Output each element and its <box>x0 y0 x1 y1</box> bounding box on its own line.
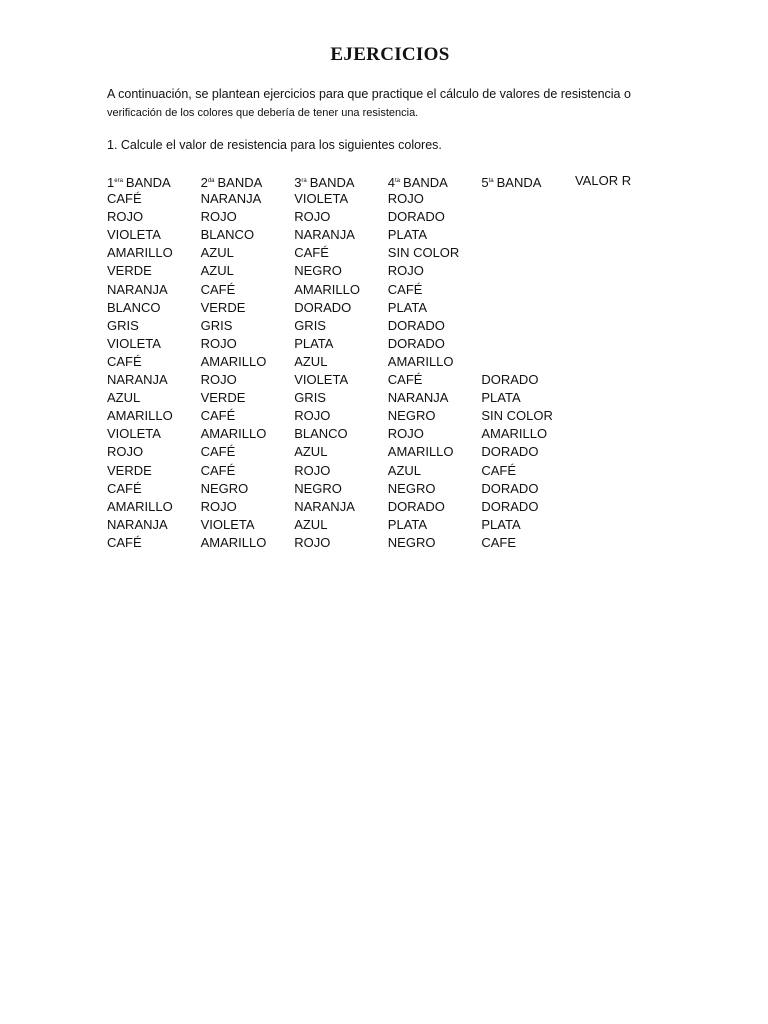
table-cell: NEGRO <box>294 263 342 279</box>
table-cell <box>481 190 575 208</box>
header-label: BANDA <box>125 175 171 190</box>
table-cell: DORADO <box>481 372 539 388</box>
table-cell: DORADO <box>481 498 539 514</box>
header-ordinal: era <box>114 178 123 184</box>
header-label: BANDA <box>309 175 355 190</box>
table-cell: DORADO <box>294 299 352 315</box>
table-cell: AZUL <box>294 353 328 369</box>
header-ordinal: da <box>207 178 215 184</box>
table-cell: GRIS <box>294 390 326 406</box>
table-cell: CAFÉ <box>387 372 423 388</box>
table-cell: CAFÉ <box>200 408 236 424</box>
table-cell: DORADO <box>387 317 445 333</box>
page-title: EJERCICIOS <box>330 44 450 65</box>
table-cell: DORADO <box>387 498 445 514</box>
table-row <box>107 317 669 335</box>
table-cell: AZUL <box>387 462 422 478</box>
table-cell: VERDE <box>107 263 152 279</box>
table-cell: AZUL <box>294 444 328 460</box>
table-cell: CAFÉ <box>294 245 329 261</box>
table-cell: AZUL <box>107 390 141 406</box>
table-row <box>107 498 669 516</box>
table-cell: NARANJA <box>107 281 168 297</box>
column-header <box>388 172 482 190</box>
table-cell: PLATA <box>387 299 428 315</box>
column-header <box>575 172 669 190</box>
header-ordinal: ta <box>488 178 494 184</box>
header-label: BANDA <box>217 175 263 190</box>
table-cell: NARANJA <box>107 516 168 532</box>
column-header <box>107 172 201 190</box>
table-row <box>107 407 669 425</box>
table-cell: ROJO <box>200 498 237 514</box>
table-cell: VIOLETA <box>200 516 255 532</box>
table-cell: NEGRO <box>387 408 436 424</box>
table-cell: CAFÉ <box>107 191 142 207</box>
table-cell: DORADO <box>387 209 445 225</box>
column-header <box>481 172 575 190</box>
table-cell <box>481 353 575 371</box>
header-number: 5 <box>481 175 489 190</box>
table-cell: AMARILLO <box>107 245 173 261</box>
table-row <box>107 262 669 280</box>
table-cell: PLATA <box>481 390 521 406</box>
table-cell: CAFE <box>481 534 517 550</box>
table-cell: AMARILLO <box>200 426 267 442</box>
column-header <box>294 172 388 190</box>
table-cell: SIN COLOR <box>481 408 553 424</box>
header-number: 4 <box>387 175 396 190</box>
table-cell: VERDE <box>200 390 246 406</box>
table-cell: NARANJA <box>107 372 168 388</box>
intro-line-1: A continuación, se plantean ejercicios para que practique el cálculo de valores de resistencia o <box>107 87 631 101</box>
table-cell: AMARILLO <box>200 534 267 550</box>
table-cell <box>481 335 575 353</box>
table-cell: NARANJA <box>294 498 355 514</box>
header-number: 1 <box>107 175 115 190</box>
table-cell: AZUL <box>200 245 234 261</box>
table-row <box>107 371 669 389</box>
table-cell: VIOLETA <box>107 227 161 243</box>
table-row <box>107 516 669 534</box>
table-cell: DORADO <box>481 444 539 460</box>
table-cell: VIOLETA <box>107 426 161 442</box>
table-cell: PLATA <box>294 335 334 351</box>
table-cell: CAFÉ <box>481 462 517 478</box>
table-cell: SIN COLOR <box>387 245 460 261</box>
table-cell: ROJO <box>294 209 331 225</box>
table-cell: NARANJA <box>294 227 355 243</box>
table-cell: CAFÉ <box>200 462 236 478</box>
table-cell <box>481 281 575 299</box>
resistor-bands-table <box>107 172 669 552</box>
table-cell: ROJO <box>107 209 144 225</box>
table-cell: DORADO <box>481 480 539 496</box>
table-row <box>107 443 669 461</box>
table-row <box>107 281 669 299</box>
table-cell <box>481 244 575 262</box>
table-cell: NEGRO <box>387 480 436 496</box>
question-text: 1. Calcule el valor de resistencia para los siguientes colores. <box>107 138 442 152</box>
header-ordinal: ta <box>395 178 401 184</box>
table-cell: VERDE <box>200 299 246 315</box>
table-cell: AMARILLO <box>387 353 454 369</box>
table-cell: ROJO <box>200 209 237 225</box>
table-cell: ROJO <box>200 372 237 388</box>
table-cell: ROJO <box>294 534 331 550</box>
table-cell: NEGRO <box>387 534 436 550</box>
table-cell: AMARILLO <box>294 281 360 297</box>
table-cell: NARANJA <box>200 191 262 207</box>
table-cell: VIOLETA <box>294 191 349 207</box>
table-cell: AZUL <box>294 516 328 532</box>
intro-paragraph <box>107 85 727 123</box>
table-cell: ROJO <box>294 462 331 478</box>
table-row <box>107 190 669 208</box>
table-cell: GRIS <box>294 317 326 333</box>
header-ordinal: ra <box>301 178 307 184</box>
column-header <box>201 172 295 190</box>
table-header-row <box>107 172 669 190</box>
header-label: BANDA <box>496 175 542 190</box>
header-label: VALOR R <box>574 173 632 188</box>
table-cell: AMARILLO <box>107 408 173 424</box>
table-row <box>107 534 669 552</box>
table-cell: PLATA <box>481 516 521 532</box>
table-cell: NEGRO <box>294 480 342 496</box>
table-row <box>107 335 669 353</box>
table-cell: ROJO <box>107 444 144 460</box>
table-cell <box>481 299 575 317</box>
table-cell: ROJO <box>387 191 424 207</box>
table-cell: AMARILLO <box>107 498 173 514</box>
table-cell: BLANCO <box>200 227 255 243</box>
table-row <box>107 480 669 498</box>
table-row <box>107 244 669 262</box>
table-cell <box>481 317 575 335</box>
intro-line-2: verificación de los colores que debería de tener una resistencia. <box>107 107 419 119</box>
table-row <box>107 425 669 443</box>
table-cell: CAFÉ <box>200 444 236 460</box>
table-cell: PLATA <box>387 227 428 243</box>
table-cell: BLANCO <box>107 299 161 315</box>
table-cell: CAFÉ <box>200 281 236 297</box>
table-cell: NEGRO <box>200 480 249 496</box>
table-cell: VIOLETA <box>107 335 161 351</box>
table-cell: NARANJA <box>387 390 449 406</box>
table-row <box>107 226 669 244</box>
table-cell: CAFÉ <box>107 534 142 550</box>
header-number: 3 <box>294 175 302 190</box>
table-cell: GRIS <box>107 317 139 333</box>
table-cell: ROJO <box>200 335 237 351</box>
table-row <box>107 353 669 371</box>
table-cell: CAFÉ <box>387 281 423 297</box>
table-cell: DORADO <box>387 335 445 351</box>
table-cell: AZUL <box>200 263 234 279</box>
table-cell: AMARILLO <box>387 444 454 460</box>
header-number: 2 <box>200 175 208 190</box>
table-cell: ROJO <box>294 408 331 424</box>
table-cell <box>481 262 575 280</box>
table-cell: ROJO <box>387 426 424 442</box>
table-cell: ROJO <box>387 263 424 279</box>
table-row <box>107 208 669 226</box>
table-row <box>107 462 669 480</box>
table-row <box>107 299 669 317</box>
table-cell: GRIS <box>200 317 233 333</box>
table-cell: AMARILLO <box>200 353 267 369</box>
table-cell <box>481 208 575 226</box>
table-cell: AMARILLO <box>481 426 548 442</box>
table-cell: BLANCO <box>294 426 348 442</box>
header-label: BANDA <box>403 175 448 190</box>
table-cell: VIOLETA <box>294 372 349 388</box>
table-cell: CAFÉ <box>107 480 142 496</box>
table-row <box>107 389 669 407</box>
table-cell: VERDE <box>107 462 152 478</box>
table-cell: CAFÉ <box>107 353 142 369</box>
table-cell <box>481 226 575 244</box>
table-cell: PLATA <box>387 516 428 532</box>
